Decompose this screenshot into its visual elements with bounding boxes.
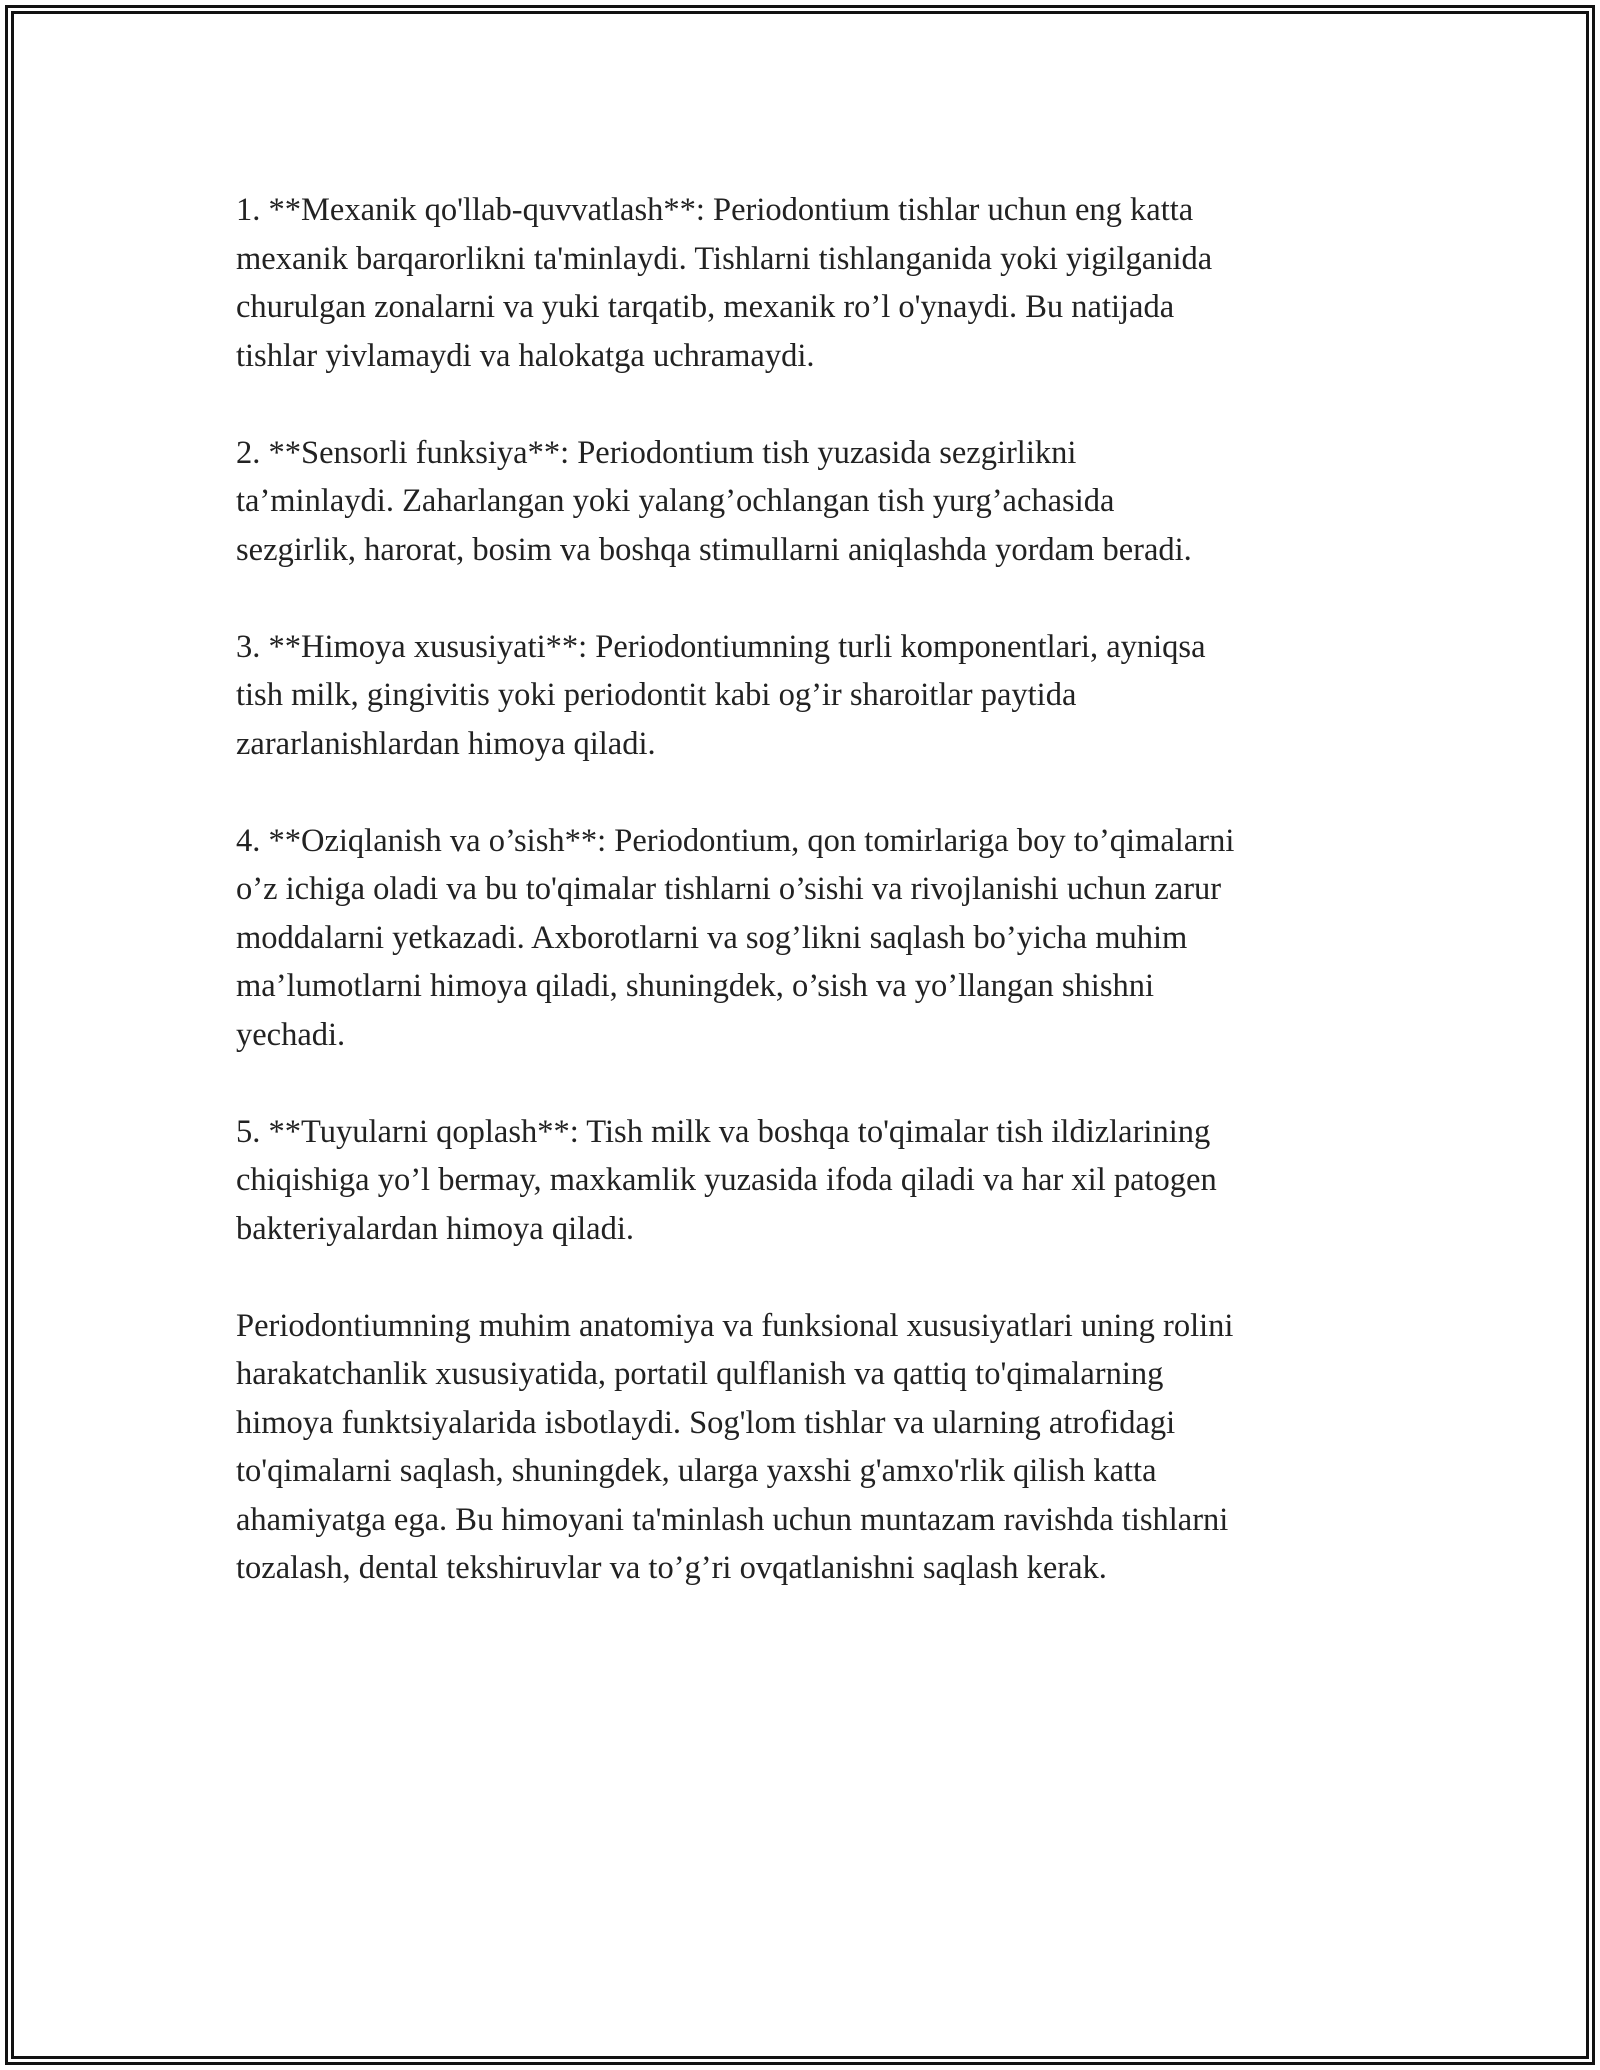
document-body <box>236 186 1376 1641</box>
paragraph-nutrition-growth: 4. **Oziqlanish va o’sish**: Periodontium, qon tomirlariga boy to’qimalarni o’z ichiga oladi va bu to'qimalar tishlarni o’sishi va rivojlanishi uchun zarur moddalarni yetkazadi. Axborotlarni va sog’likni saqlash bo’yicha muhim ma’lumotlarni himoya qiladi, shuningdek, o’sish va yo’llangan shishni yechadi. <box>236 822 1235 1053</box>
paragraph-sensory-function: 2. **Sensorli funksiya**: Periodontium tish yuzasida sezgirlikni ta’minlaydi. Zaharlangan yoki yalang’ochlangan tish yurg’achasida sezgirlik, harorat, bosim va boshqa stimullarni aniqlashda yordam beradi. <box>236 434 1192 568</box>
paragraph-conclusion: Periodontiumning muhim anatomiya va funksional xususiyatlari uning rolini harakatchanlik xususiyatida, portatil qulflanish va qattiq to'qimalarning himoya funktsiyalarida isbotlaydi. Sog'lom tishlar va ularning atrofidagi to'qimalarni saqlash, shuningdek, ularga yaxshi g'amxo'rlik qilish katta ahamiyatga ega. Bu himoyani ta'minlash uchun muntazam ravishda tishlarni tozalash, dental tekshiruvlar va to’g’ri ovqatlanishni saqlash kerak. <box>236 1307 1234 1586</box>
paragraph-mechanical-support: 1. **Mexanik qo'llab-quvvatlash**: Periodontium tishlar uchun eng katta mexanik barqarorlikni ta'minlaydi. Tishlarni tishlanganida yoki yigilganida churulgan zonalarni va yuki tarqatib, mexanik ro’l o'ynaydi. Bu natijada tishlar yivlamaydi va halokatga uchramaydi. <box>236 192 1213 374</box>
paragraph-root-covering: 5. **Tuyularni qoplash**: Tish milk va boshqa to'qimalar tish ildizlarining chiqishiga yo’l bermay, maxkamlik yuzasida ifoda qiladi va har xil patogen bakteriyalardan himoya qiladi. <box>236 1113 1217 1247</box>
paragraph-protective-property: 3. **Himoya xususiyati**: Periodontiumning turli komponentlari, ayniqsa tish milk, gingivitis yoki periodontit kabi og’ir sharoitlar paytida zararlanishlardan himoya qiladi. <box>236 628 1206 762</box>
